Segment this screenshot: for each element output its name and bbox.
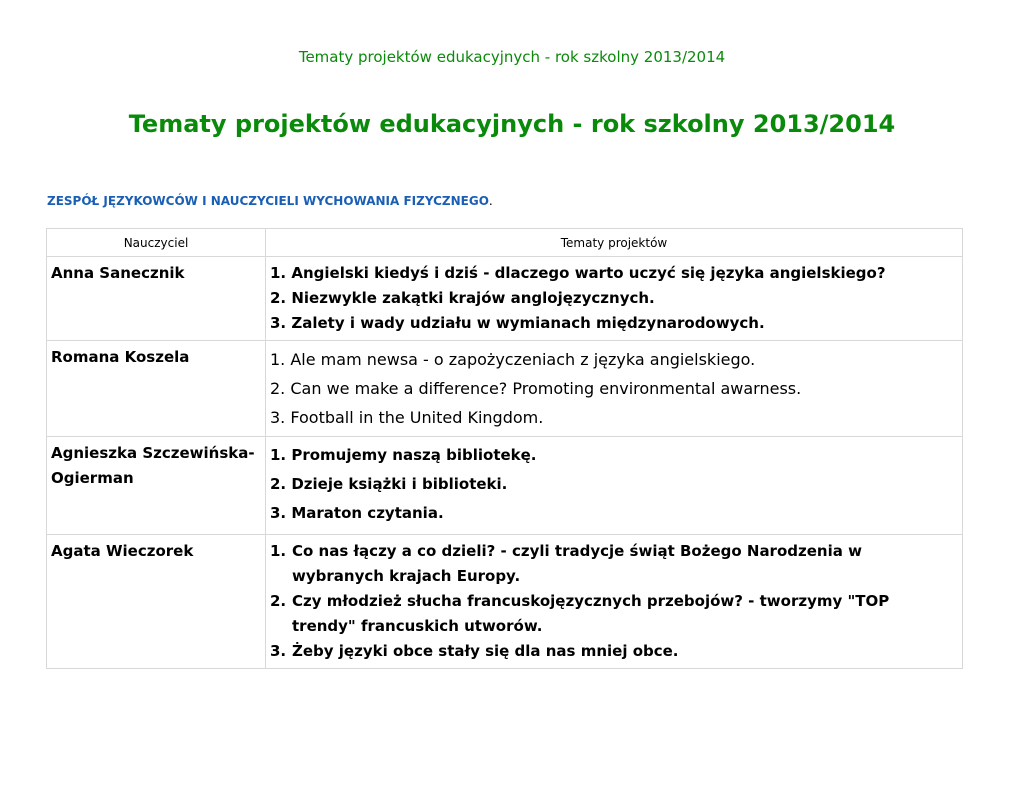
topic-number: 2.: [270, 592, 287, 610]
topic-item: [270, 345, 958, 374]
teacher-name: Agnieszka Szczewińska-Ogierman: [47, 437, 266, 535]
topic-text: Żeby języki obce stały się dla nas mniej obce.: [292, 642, 679, 660]
topic-item: [270, 639, 958, 664]
topic-item: [270, 589, 958, 639]
topic-text: Czy młodzież słucha francuskojęzycznych przebojów? - tworzymy "TOP trendy" francuskich utworów.: [292, 592, 890, 635]
team-heading-text: ZESPÓŁ JĘZYKOWCÓW I NAUCZYCIELI WYCHOWANIA FIZYCZNEGO: [47, 194, 489, 208]
topic-text: Dzieje książki i biblioteki.: [291, 475, 508, 493]
topic-text: Co nas łączy a co dzieli? - czyli tradycje świąt Bożego Narodzenia w wybranych krajach Europy.: [292, 542, 862, 585]
projects-table: [46, 228, 963, 669]
topic-text: Ale mam newsa - o zapożyczeniach z języka angielskiego.: [290, 350, 756, 369]
topic-text: Promujemy naszą bibliotekę.: [291, 446, 537, 464]
topic-item: [270, 374, 958, 403]
column-header-teacher: Nauczyciel: [47, 229, 266, 257]
topic-number: 3.: [270, 504, 292, 522]
topic-text: Maraton czytania.: [291, 504, 444, 522]
topic-item: [270, 261, 958, 286]
team-heading-dot: .: [488, 194, 493, 208]
topic-item: [270, 441, 958, 470]
topic-number: 2.: [270, 475, 292, 493]
topic-text: Zalety i wady udziału w wymianach międzynarodowych.: [291, 314, 765, 332]
topics-cell: [266, 257, 963, 341]
topic-number: 2.: [270, 379, 291, 398]
header-title: Tematy projektów edukacyjnych - rok szkolny 2013/2014: [298, 48, 726, 66]
topics-cell: [266, 437, 963, 535]
teacher-name: Anna Sanecznik: [47, 257, 266, 341]
topics-cell: [266, 535, 963, 669]
topic-item: [270, 311, 958, 336]
table-row: [47, 535, 963, 669]
topic-number: 3.: [270, 408, 291, 427]
table-header-row: [47, 229, 963, 257]
page-title: Tematy projektów edukacyjnych - rok szkolny 2013/2014: [128, 110, 896, 138]
topic-item: [270, 286, 958, 311]
team-heading: [47, 194, 493, 208]
topic-number: 1.: [270, 542, 287, 560]
teacher-name: Agata Wieczorek: [47, 535, 266, 669]
topic-number: 1.: [270, 446, 292, 464]
table-row: [47, 257, 963, 341]
topic-text: Niezwykle zakątki krajów anglojęzycznych.: [291, 289, 655, 307]
topic-item: [270, 539, 958, 589]
topic-item: [270, 470, 958, 499]
topic-number: 1.: [270, 350, 291, 369]
topics-cell: [266, 341, 963, 437]
topic-number: 3.: [270, 642, 287, 660]
topic-text: Football in the United Kingdom.: [290, 408, 544, 427]
topic-item: [270, 403, 958, 432]
topic-number: 3.: [270, 314, 292, 332]
topic-item: [270, 499, 958, 528]
topic-text: Angielski kiedyś i dziś - dlaczego warto uczyć się języka angielskiego?: [291, 264, 886, 282]
topic-text: Can we make a difference? Promoting environmental awarness.: [290, 379, 802, 398]
topic-number: 1.: [270, 264, 292, 282]
table-row: [47, 341, 963, 437]
topic-number: 2.: [270, 289, 292, 307]
table-row: [47, 437, 963, 535]
teacher-name: Romana Koszela: [47, 341, 266, 437]
column-header-topics: Tematy projektów: [266, 229, 963, 257]
